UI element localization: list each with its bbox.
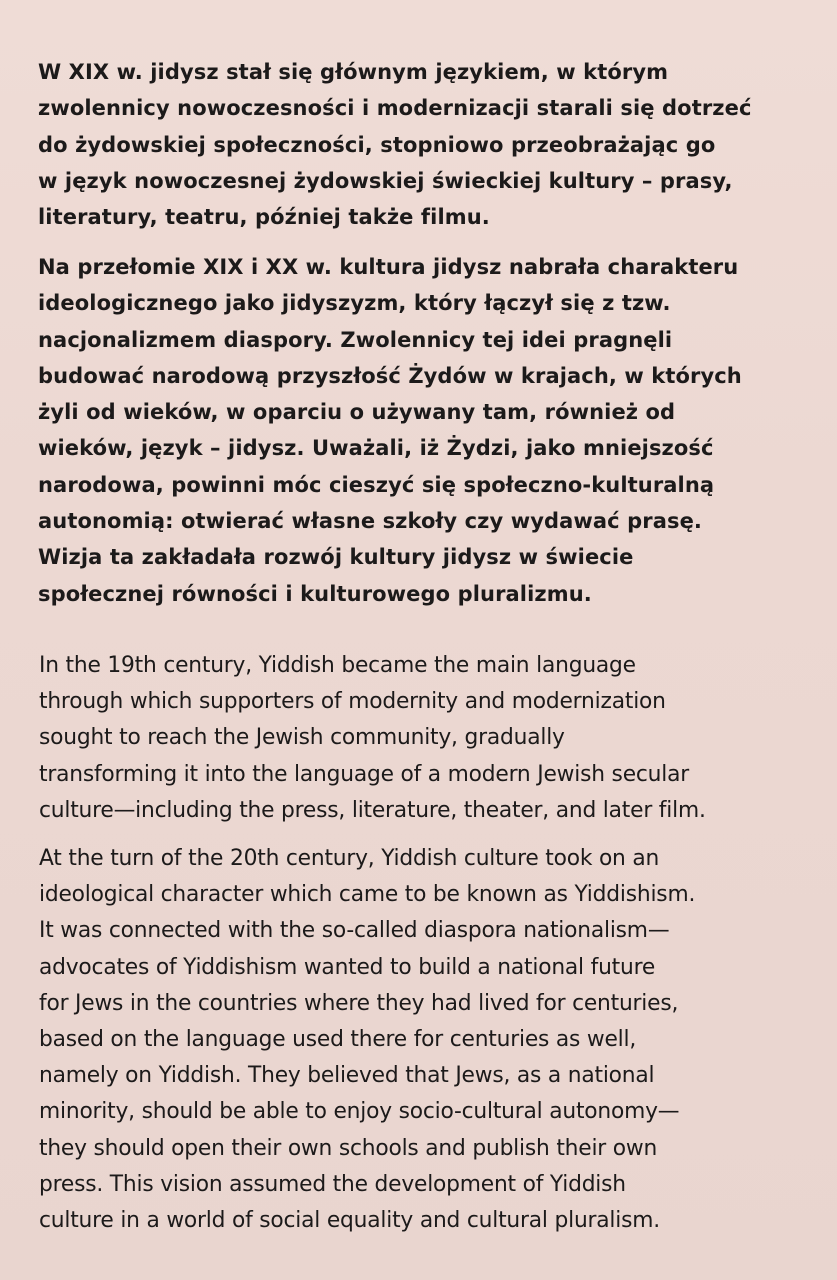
text-line: In the 19th century, Yiddish became the main language	[39, 653, 636, 678]
text-line: for Jews in the countries where they had lived for centuries,	[39, 990, 679, 1016]
text-line: ideologicznego jako jidyszyzm, który łączył się z tzw.	[38, 291, 671, 316]
text-line: transforming it into the language of a modern Jewish secular	[39, 761, 689, 787]
text-line: Wizja ta zakładała rozwój kultury jidysz w świecie	[38, 545, 634, 570]
text-line: żyli od wieków, w oparciu o używany tam, również od	[38, 400, 676, 425]
text-line: do żydowskiej społeczności, stopniowo przeobrażając go	[38, 132, 716, 157]
text-line: It was connected with the so-called diaspora nationalism—	[39, 918, 670, 944]
english-paragraph-2	[39, 841, 809, 1239]
text-line: Na przełomie XIX i XX w. kultura jidysz nabrała charakteru	[38, 255, 739, 279]
text-line: namely on Yiddish. They believed that Jews, as a national	[39, 1063, 655, 1089]
text-line: narodowa, powinni móc cieszyć się społeczno-kulturalną	[38, 472, 715, 497]
polish-paragraph-1	[38, 54, 798, 235]
text-line: społecznej równości i kulturowego pluralizmu.	[38, 581, 592, 606]
polish-paragraph-2	[38, 249, 798, 612]
text-line: zwolennicy nowoczesności i modernizacji starali się dotrzeć	[38, 96, 752, 121]
text-line: advocates of Yiddishism wanted to build a national future	[39, 954, 656, 980]
text-line: they should open their own schools and publish their own	[39, 1135, 658, 1161]
text-line: culture—including the press, literature, theater, and later film.	[39, 797, 706, 823]
text-line: sought to reach the Jewish community, gradually	[39, 725, 565, 751]
text-line: budować narodową przyszłość Żydów w krajach, w których	[38, 363, 742, 388]
text-line: through which supporters of modernity and modernization	[39, 689, 666, 715]
text-line: autonomią: otwierać własne szkoły czy wydawać prasę.	[38, 509, 703, 534]
text-line: based on the language used there for centuries as well,	[39, 1027, 637, 1053]
text-line: literatury, teatru, później także filmu.	[38, 205, 490, 230]
text-line: wieków, język – jidysz. Uważali, iż Żydzi, jako mniejszość	[38, 436, 714, 461]
text-line: W XIX w. jidysz stał się głównym językiem, w którym	[38, 60, 669, 84]
text-line: ideological character which came to be known as Yiddishism.	[39, 882, 696, 908]
text-line: At the turn of the 20th century, Yiddish culture took on an	[39, 846, 660, 871]
english-paragraph-1	[39, 648, 809, 829]
text-line: culture in a world of social equality and cultural pluralism.	[39, 1208, 660, 1234]
text-line: w język nowoczesnej żydowskiej świeckiej kultury – prasy,	[38, 168, 733, 193]
text-line: press. This vision assumed the development of Yiddish	[39, 1171, 626, 1197]
text-line: nacjonalizmem diaspory. Zwolennicy tej idei pragnęli	[38, 327, 673, 352]
text-line: minority, should be able to enjoy socio-cultural autonomy—	[39, 1099, 680, 1125]
